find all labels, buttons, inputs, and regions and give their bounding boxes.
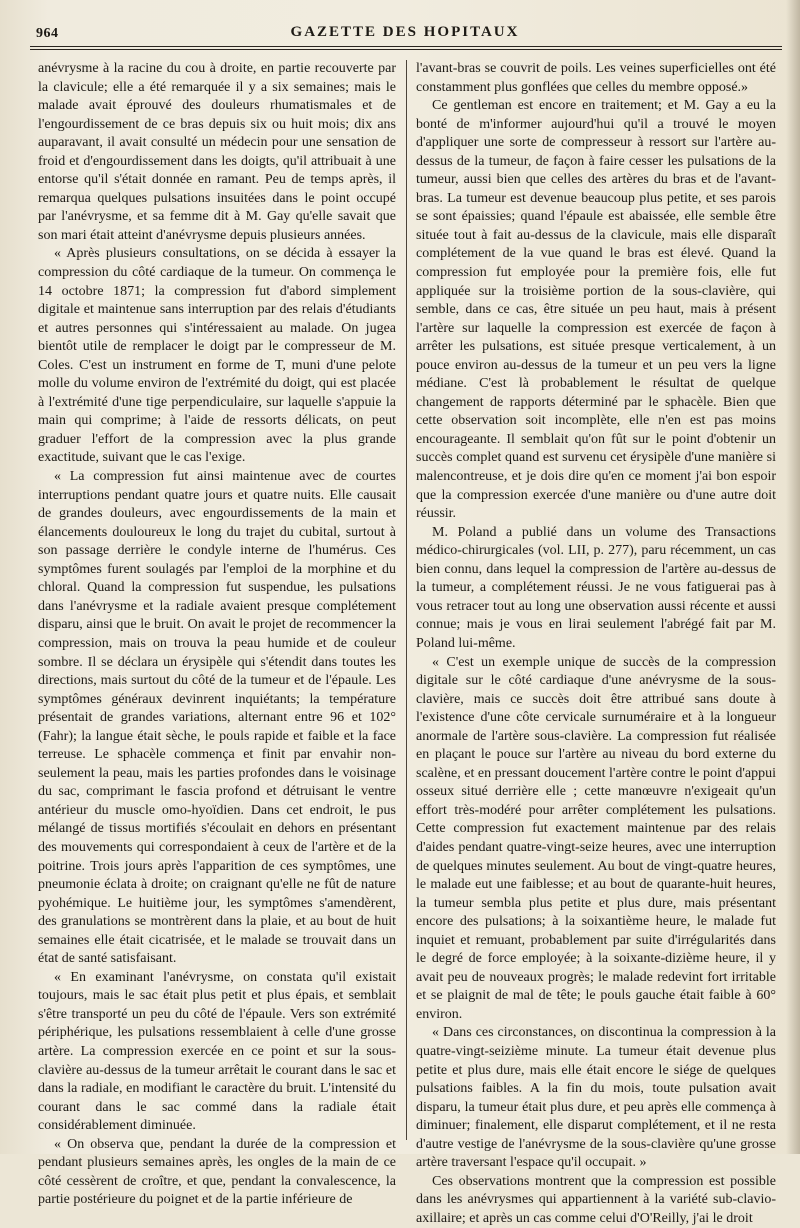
paragraph: l'avant-bras se couvrit de poils. Les veines superficielles ont été constamment plus gonflées que celles du membre opposé.» (416, 61, 776, 95)
page-header (30, 22, 780, 46)
paragraph: « C'est un exemple unique de succès de la compression digitale sur le côté cardiaque d'une anévrysme de la sous-clavière, mais ce succès doit être attribué sans doute à l'existence d'une côte cervicale surnuméraire et à la longueur anormale de l'artère sous-clavière. La compression fut réalisée en plaçant le pouce sur l'artère au niveau du bord externe du scalène, et en pressant doucement l'artère contre le point d'appui osseux situé derrière elle ; cette manœuvre n'exigeait qu'un effort très-modéré pour arrêter complétement les pulsations. Cette compression fut exactement maintenue par des relais d'aides pendant quatre-vingt-seize heures, avec une interruption de quelques minutes seulement. Au bout de vingt-quatre heures, le malade eut une faiblesse; et au bout de quarante-huit heures, la tumeur sembla plus petite et plus dure, mais présentant encore des pulsations; à la soixantième heure, le malade fut inquiet et remuant, probablement par suite d'irrégularités dans le degré de force employée; à la soixante-dizième heure, il y avait peu de nouveaux progrès; le malade redevint fort irritable et se plaignit de mal de tête; le pouls gauche était faible à 60° environ. (416, 654, 776, 1022)
right-column (416, 60, 776, 1226)
left-column (38, 60, 396, 1208)
paragraph: « La compression fut ainsi maintenue avec de courtes interruptions pendant quatre jours et quatre nuits. Elle causait de grandes douleurs, avec engourdissements de la main et élancements douloureux le long du trajet du cubital, surtout à son passage derrière le condyle interne de l'humérus. Ces symptômes furent soulagés par l'emploi de la morphine et du chloral. Quand la compression fut suspendue, les pulsations dans l'anévrysme et la radiale avaient presque complétement disparu, ainsi que le bruit. On avait le projet de recommencer la compression, mais on trouva la peau humide et de couleur sombre. Il se déclara un érysipèle qui s'étendit dans toutes les directions, mais surtout du côté de la tumeur et de l'épaule. Les symptômes généraux devinrent inquiétants; la température présentait de grandes variations, alternant entre 96 et 102° (Fahr); la langue était sèche, le pouls rapide et faible et la face terreuse. Le sphacèle commença et finit par envahir non-seulement la peau, mais les parties profondes dans le voisinage du sac, comprimant le fascia profond et détruisant le ventre antérieur du muscle omo-hyoïdien. Dans cet endroit, le pus mélangé de tissus mortifiés s'écoulait en dehors en présentant des mouvements qui correspondaient à ceux de l'artère et de la poitrine. Trois jours après l'apparition de ces symptômes, une pneumonie éclata à droite; on craignant qu'elle ne fût de nature pyohémique. Le huitième jour, les symptômes s'amendèrent, des granulations se montrèrent dans la plaie, et au bout de huit semaines elle était cicatrisée, et le malade se trouvait dans un état de santé satisfaisant. (38, 469, 396, 967)
header-rule-thin (30, 49, 782, 50)
paragraph: M. Poland a publié dans un volume des Transactions médico-chirurgicales (vol. LII, p. 277), paru récemment, un cas bien connu, dans lequel la compression de l'artère au-dessus de la tumeur, a complétement réussi. Je ne vous fatiguerai pas à vous retracer tout au long une observation aussi récente et aussi connue; mais je vous en lirai seulement l'abrégé fait par M. Poland lui-même. (416, 524, 776, 651)
page-edge-shadow (786, 0, 800, 1154)
paragraph: Ce gentleman est encore en traitement; et M. Gay a eu la bonté de m'informer aujourd'hui qu'il a trouvé le moyen d'appliquer une sorte de compresseur à ressort sur l'artère au-dessus de la tumeur, de façon à faire cesser les pulsations de la tumeur, aussi bien que celles des artères du bras et de l'avant-bras. La tumeur est devenue beaucoup plus petite, et ses parois se sont épaissies; quand l'épaule est abaissée, elle semble être située tout à fait au-dessus de la clavicule, mais elle disparaît complétement de la vue quand le bras est élevé. Quand la compression fut employée pour la première fois, elle fut appliquée sur la troisième portion de la sous-clavière, qui semble, dans ce cas, être située un peu haut, mais à présent l'artère sur laquelle la compression est exercée de façon à arrêter les pulsations, est située presque verticalement, à un pouce environ au-dessus de la tumeur et un peu vers la ligne médiane. C'est là probablement le résultat de quelque changement de rapports déterminé par le sphacèle. Bien que cette observation soit incomplète, elle n'en est pas moins encourageante. Il semblait qu'on fût sur le point d'obtenir un succès complet quand est survenu cet érysipèle d'une manière si malencontreuse, et je dois dire qu'en ce moment j'ai bon espoir que la compression exercée d'une manière ou d'une autre doit réussir. (416, 98, 776, 522)
paragraph: « Dans ces circonstances, on discontinua la compression à la quatre-vingt-seizième minute. La tumeur était devenue plus petite et plus dure, mais elle était encore le siége de quelques pulsations faibles. A la fin du mois, toute pulsation avait disparu, la tumeur était plus dure, et peu après elle commença à diminuer; finalement, elle disparut complétement, et il ne resta d'autre vestige de l'anévrysme de la sous-clavière qu'une grosse artère traversant l'espace qu'il occupait. » (416, 1025, 776, 1171)
column-divider (406, 60, 407, 1140)
paragraph: « On observa que, pendant la durée de la compression et pendant plusieurs semaines après, les ongles de la main de ce côté cessèrent de croître, et que, pendant la convalescence, la partie postérieure du poignet et de la partie inférieure de (38, 1136, 396, 1208)
paragraph: anévrysme à la racine du cou à droite, en partie recouverte par la clavicule; elle a été remarquée il y a six semaines; mais le malade avait éprouvé des douleurs rhumatismales et de l'engourdissement de ce bras depuis six ou huit mois; dix ans auparavant, il avait consulté un médecin pour une sensation de froid et d'engourdissement dans les doigts, qu'il attribuait à une entorse qu'il s'était donnée en ramant. Peu de temps après, il remarqua quelques pulsations insuitées dans le point occupé par l'anévrysme, et sa femme dit à M. Gay qu'elle savait que son mari était atteint d'anévrysme depuis plusieurs années. (38, 61, 396, 243)
header-rule (30, 46, 782, 47)
paragraph: « Après plusieurs consultations, on se décida à essayer la compression du côté cardiaque de la tumeur. On commença le 14 octobre 1871; la compression fut d'abord simplement digitale et maintenue sans interruption par des relais d'étudiants et autres personnes qui s'intéressaient au malade. On jugea bientôt utile de remplacer le doigt par le compresseur de M. Coles. C'est un instrument en forme de T, muni d'une pelote molle du volume environ de l'extrémité du doigt, qui est placée à l'extrémité d'une tige perpendiculaire, sur laquelle s'appuie la main qui comprime; à l'aide de ressorts délicats, on peut graduer l'effort de la compression avec la plus grande exactitude, suivant que le cas l'exige. (38, 246, 396, 466)
paragraph: Ces observations montrent que la compression est possible dans les anévrysmes qui appartiennent à la variété sub-clavio-axillaire; et après un cas comme celui d'O'Reilly, j'ai le droit (416, 1173, 776, 1226)
paragraph: « En examinant l'anévrysme, on constata qu'il existait toujours, mais le sac était plus petit et plus épais, et semblait s'être transporté un peu du côté de l'épaule. Vers son extrémité périphérique, les pulsations ressemblaient à celle d'une grosse artère. La compression exercée en ce point et sur la sous-clavière au-dessus de la tumeur arrêtait le courant dans le sac et dans la radiale, en modifiant le caractère du bruit. L'intensité du courant dans le sac commé dans la radiale était considérablement diminuée. (38, 969, 396, 1134)
running-title: GAZETTE DES HOPITAUX (290, 24, 520, 40)
page-number: 964 (36, 26, 59, 41)
